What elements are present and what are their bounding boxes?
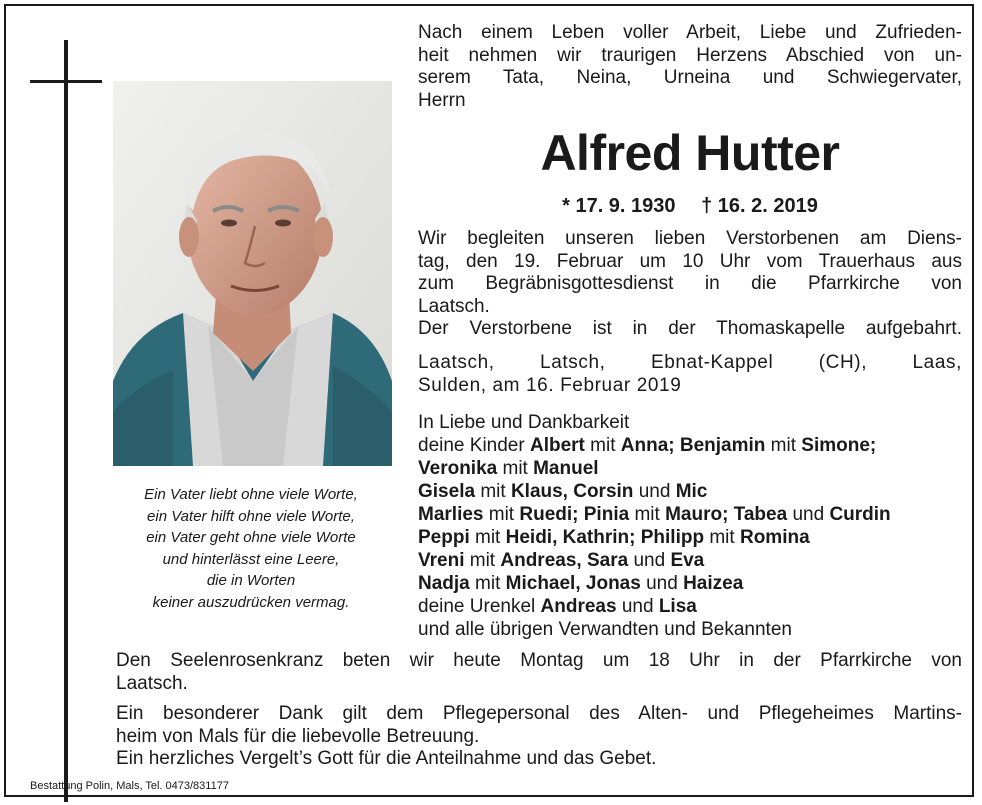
mourners-line xyxy=(418,480,968,503)
mourner-text: mit xyxy=(765,435,802,456)
deceased-name: Alfred Hutter xyxy=(540,125,840,181)
poem xyxy=(106,484,396,614)
death-date: † 16. 2. 2019 xyxy=(701,195,818,217)
mourner-text: mit xyxy=(584,435,621,456)
portrait-photo xyxy=(113,81,392,466)
mourner-name: Marlies xyxy=(418,504,484,525)
place-date xyxy=(418,352,962,397)
mourner-name: Lisa xyxy=(658,596,697,617)
intro-line: Nach einem Leben voller Arbeit, Liebe und Zufrieden- xyxy=(418,22,962,43)
cross-icon xyxy=(64,40,68,802)
mourner-text: und xyxy=(628,550,671,571)
mourner-name: Peppi xyxy=(418,527,470,548)
mourners-list xyxy=(418,411,968,641)
mourner-name: Ruedi; Pinia xyxy=(519,504,630,525)
mourner-text: mit xyxy=(483,504,520,525)
mourner-text: mit xyxy=(469,573,506,594)
life-dates xyxy=(418,193,962,219)
mourners-line xyxy=(418,572,968,595)
service-line: Der Verstorbene ist in der Thomaskapelle aufgebahrt. xyxy=(418,318,962,339)
mourner-name: Andreas, Sara xyxy=(500,550,629,571)
mourners-line xyxy=(418,595,968,618)
mourner-text: mit xyxy=(629,504,666,525)
mourner-name: Albert xyxy=(529,435,585,456)
mourner-text: und xyxy=(616,596,659,617)
funeral-service-text xyxy=(418,228,962,341)
poem-line: ein Vater geht ohne viele Worte xyxy=(146,529,356,547)
intro-text xyxy=(418,22,962,112)
thanks-line: heim von Mals für die liebevolle Betreuung. xyxy=(116,725,480,747)
mourner-name: Gisela xyxy=(418,481,476,502)
mourners-line xyxy=(418,526,968,549)
mourner-name: Romina xyxy=(739,527,810,548)
thanks-line: Ein besonderer Dank gilt dem Pflegepersonal des Alten- und Pflegeheimes Martins- xyxy=(116,703,962,724)
service-line: Wir begleiten unseren lieben Verstorbenen am Diens- xyxy=(418,228,962,249)
intro-line: Herrn xyxy=(418,89,466,111)
rosary-line: Den Seelenrosenkranz beten wir heute Montag um 18 Uhr in der Pfarrkirche von xyxy=(116,650,962,671)
intro-line: serem Tata, Neina, Urneina und Schwiegervater, xyxy=(418,67,962,88)
intro-line: heit nehmen wir traurigen Herzens Abschied von un- xyxy=(418,44,962,66)
mourner-name: Anna; Benjamin xyxy=(620,435,766,456)
rosary-line: Laatsch. xyxy=(116,672,188,694)
poem-line: und hinterlässt eine Leere, xyxy=(162,550,340,568)
mourner-name: Mauro; Tabea xyxy=(665,504,788,525)
thanks-text xyxy=(116,703,962,771)
mourner-name: Heidi, Kathrin; Philipp xyxy=(505,527,705,548)
mourner-name: Andreas xyxy=(540,596,617,617)
thanks-line: Ein herzliches Vergelt’s Gott für die Anteilnahme und das Gebet. xyxy=(116,748,657,769)
mourner-name: Eva xyxy=(670,550,705,571)
mourner-text: und alle übrigen Verwandten und Bekannten xyxy=(418,619,792,640)
mourner-text: und xyxy=(633,481,676,502)
mourner-text: mit xyxy=(704,527,740,548)
mourner-text: und xyxy=(640,573,684,594)
rosary-text xyxy=(116,650,962,695)
poem-line: die in Worten xyxy=(206,572,296,590)
mourner-text: mit xyxy=(464,550,501,571)
mourners-line xyxy=(418,503,968,526)
cross-icon-bar xyxy=(30,80,102,83)
obituary-notice xyxy=(4,4,974,797)
mourner-name: Veronika xyxy=(418,458,498,479)
mourner-name: Mic xyxy=(675,481,708,502)
mourners-line xyxy=(418,411,968,434)
mourner-text: mit xyxy=(475,481,511,502)
mourner-name: Klaus, Corsin xyxy=(510,481,634,502)
mourner-name: Simone; xyxy=(801,435,877,456)
mourners-line xyxy=(418,549,968,572)
mourners-line xyxy=(418,434,968,457)
mourner-text: deine Urenkel xyxy=(418,596,541,617)
place-line: Laatsch, Latsch, Ebnat-Kappel (CH), Laas, xyxy=(418,352,962,373)
service-line: zum Begräbnisgottesdienst in die Pfarrkirche von xyxy=(418,273,962,294)
mourner-name: Curdin xyxy=(829,504,891,525)
mourners-line xyxy=(418,618,968,641)
mourner-name: Manuel xyxy=(533,458,599,479)
mourners-line xyxy=(418,457,968,480)
birth-date: * 17. 9. 1930 xyxy=(562,195,676,217)
mourner-name: Michael, Jonas xyxy=(505,573,641,594)
mourner-text: mit xyxy=(497,458,534,479)
place-line: Sulden, am 16. Februar 2019 xyxy=(418,374,682,396)
mourner-text: und xyxy=(787,504,830,525)
mourner-name: Vreni xyxy=(418,550,465,571)
service-line: tag, den 19. Februar um 10 Uhr vom Trauerhaus aus xyxy=(418,250,962,272)
poem-line: keiner auszudrücken vermag. xyxy=(152,593,350,611)
service-line: Laatsch. xyxy=(418,295,490,317)
poem-line: Ein Vater liebt ohne viele Worte, xyxy=(144,486,358,503)
mourner-name: Haizea xyxy=(683,573,744,594)
funeral-home-credit: Bestattung Polin, Mals, Tel. 0473/831177 xyxy=(30,780,229,792)
mourner-text: deine Kinder xyxy=(418,435,530,456)
mourner-name: Nadja xyxy=(418,573,470,594)
mourner-text: In Liebe und Dankbarkeit xyxy=(418,412,630,433)
mourner-text: mit xyxy=(469,527,506,548)
poem-line: ein Vater hilft ohne viele Worte, xyxy=(147,507,355,525)
